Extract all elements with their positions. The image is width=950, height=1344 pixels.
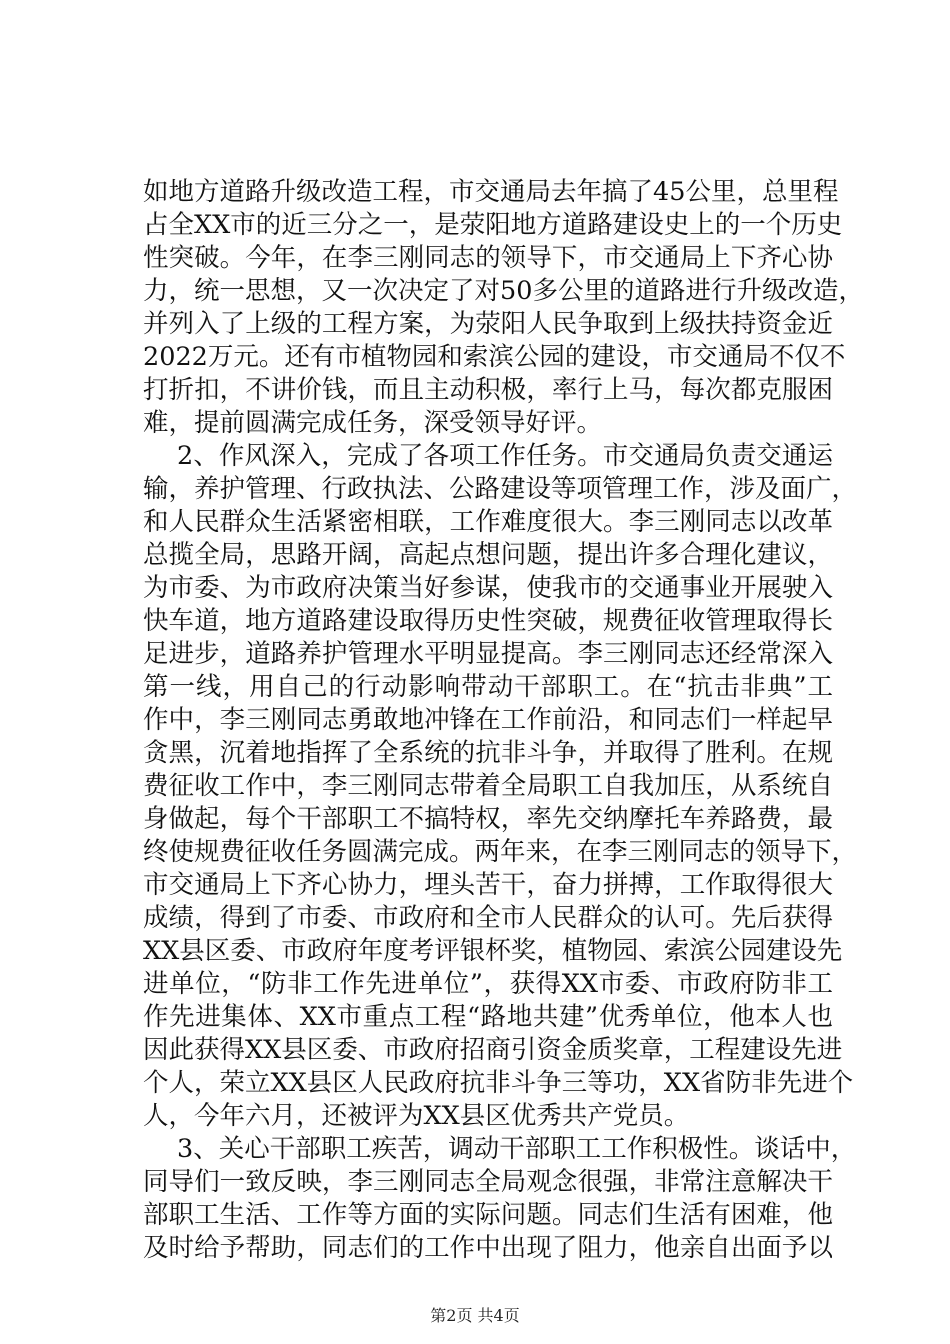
text-line: 成绩，得到了市委、市政府和全市人民群众的认可。先后获得	[143, 903, 833, 933]
text-line: 人，今年六月，还被评为XX县区优秀共产党员。	[143, 1101, 690, 1131]
text-line: 市交通局上下齐心协力，埋头苦干，奋力拼搏，工作取得很大	[143, 870, 833, 900]
page-footer: 第2页 共4页	[430, 1306, 520, 1325]
text-line: 终使规费征收任务圆满完成。两年来，在李三刚同志的领导下，	[143, 837, 858, 867]
text-line: 总揽全局，思路开阔，高起点想问题，提出许多合理化建议，	[143, 540, 833, 570]
text-line: 部职工生活、工作等方面的实际问题。同志们生活有困难，他	[143, 1200, 833, 1230]
text-line: 贪黑，沉着地指挥了全系统的抗非斗争，并取得了胜利。在规	[143, 738, 833, 768]
text-line: 和人民群众生活紧密相联，工作难度很大。李三刚同志以改革	[143, 507, 833, 537]
text-line: 为市委、为市政府决策当好参谋，使我市的交通事业开展驶入	[143, 573, 833, 603]
text-line: 身做起，每个干部职工不搞特权，率先交纳摩托车养路费，最	[143, 804, 833, 834]
text-line: 如地方道路升级改造工程，市交通局去年搞了45公里，总里程	[143, 177, 839, 207]
text-line: 输，养护管理、行政执法、公路建设等项管理工作，涉及面广，	[143, 474, 858, 504]
text-line: 第一线，用自己的行动影响带动干部职工。在“抗击非典”工	[143, 672, 833, 702]
text-line: 难，提前圆满完成任务，深受领导好评。	[143, 408, 603, 438]
text-line: 个人，荣立XX县区人民政府抗非斗争三等功，XX省防非先进个	[143, 1068, 854, 1098]
text-line: 及时给予帮助，同志们的工作中出现了阻力，他亲自出面予以	[143, 1233, 833, 1263]
text-line: 作中，李三刚同志勇敢地冲锋在工作前沿，和同志们一样起早	[143, 705, 833, 735]
text-line: 同导们一致反映，李三刚同志全局观念很强，非常注意解决干	[143, 1167, 833, 1197]
text-line: 力，统一思想，又一次决定了对50多公里的道路进行升级改造，	[143, 276, 864, 306]
text-line: 快车道，地方道路建设取得历史性突破，规费征收管理取得长	[143, 606, 833, 636]
text-line: 费征收工作中，李三刚同志带着全局职工自我加压，从系统自	[143, 771, 833, 801]
text-line: 因此获得XX县区委、市政府招商引资金质奖章，工程建设先进	[143, 1035, 843, 1065]
text-line: 占全XX市的近三分之一，是荥阳地方道路建设史上的一个历史	[143, 210, 843, 240]
text-line: 打折扣，不讲价钱，而且主动积极，率行上马，每次都克服困	[143, 375, 833, 405]
text-line: 作先进集体、XX市重点工程“路地共建”优秀单位，他本人也	[143, 1002, 833, 1032]
text-line: 足进步，道路养护管理水平明显提高。李三刚同志还经常深入	[143, 639, 833, 669]
paragraph-start-line: 3、关心干部职工疾苦，调动干部职工工作积极性。谈话中，	[177, 1134, 857, 1164]
text-line: 2022万元。还有市植物园和索滨公园的建设，市交通局不仅不	[143, 342, 846, 372]
text-line: XX县区委、市政府年度考评银杯奖，植物园、索滨公园建设先	[143, 936, 843, 966]
text-line: 并列入了上级的工程方案，为荥阳人民争取到上级扶持资金近	[143, 309, 833, 339]
paragraph-start-line: 2、作风深入，完成了各项工作任务。市交通局负责交通运	[177, 441, 833, 471]
text-line: 性突破。今年，在李三刚同志的领导下，市交通局上下齐心协	[143, 243, 833, 273]
text-line: 进单位，“防非工作先进单位”，获得XX市委、市政府防非工	[143, 969, 833, 999]
